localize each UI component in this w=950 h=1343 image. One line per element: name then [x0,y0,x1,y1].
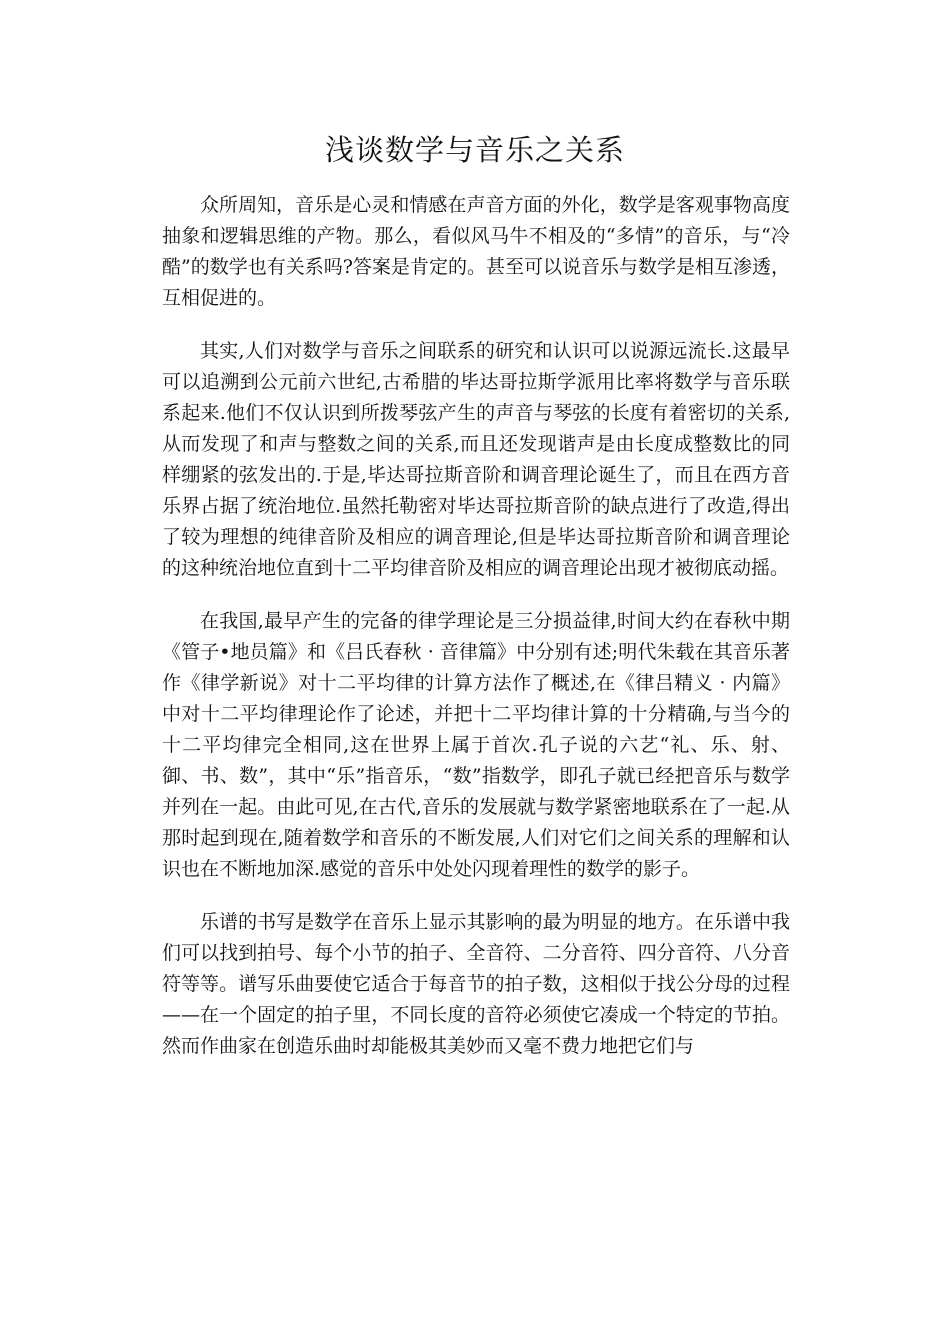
paragraph-1: 众所周知，音乐是心灵和情感在声音方面的外化，数学是客观事物高度抽象和逻辑思维的产物。那么，看似风马牛不相及的“多情”的音乐，与“冷酷”的数学也有关系吗?答案是肯定的。甚至可以说音乐与数学是相互渗透，互相促进的。 [162,194,790,309]
document-body [162,190,790,1084]
paragraph-4: 乐谱的书写是数学在音乐上显示其影响的最为明显的地方。在乐谱中我们可以找到拍号、每个小节的拍子、全音符、二分音符、四分音符、八分音符等等。谱写乐曲要使它适合于每音节的拍子数，这相似于找公分母的过程——在一个固定的拍子里，不同长度的音符必须使它凑成一个特定的节拍。然而作曲家在创造乐曲时却能极其美妙而又毫不费力地把它们与 [162,911,790,1057]
paragraph-2: 其实,人们对数学与音乐之间联系的研究和认识可以说源远流长.这最早可以追溯到公元前六世纪,古希腊的毕达哥拉斯学派用比率将数学与音乐联系起来.他们不仅认识到所拨琴弦产生的声音与琴弦的长度有着密切的关系,从而发现了和声与整数之间的关系,而且还发现谐声是由长度成整数比的同样绷紧的弦发出的.于是,毕达哥拉斯音阶和调音理论诞生了，而且在西方音乐界占据了统治地位.虽然托勒密对毕达哥拉斯音阶的缺点进行了改造,得出了较为理想的纯律音阶及相应的调音理论,但是毕达哥拉斯音阶和调音理论的这种统治地位直到十二平均律音阶及相应的调音理论出现才被彻底动摇。 [162,340,790,579]
paragraph-3: 在我国,最早产生的完备的律学理论是三分损益律,时间大约在春秋中期《管子•地员篇》和《吕氏春秋 · 音律篇》中分别有述;明代朱载在其音乐著作《律学新说》对十二平均律的计算方法作了概述,在《律吕精义 · 内篇》中对十二平均律理论作了论述，并把十二平均律计算的十分精确,与当今的十二平均律完全相同,这在世界上属于首次.孔子说的六艺“礼、乐、射、御、书、数”，其中“乐”指音乐，“数”指数学，即孔子就已经把音乐与数学并列在一起。由此可见,在古代,音乐的发展就与数学紧密地联系在了一起.从那时起到现在,随着数学和音乐的不断发展,人们对它们之间关系的理解和认识也在不断地加深.感觉的音乐中处处闪现着理性的数学的影子。 [162,610,790,880]
document-title: 浅谈数学与音乐之关系 [324,133,625,167]
